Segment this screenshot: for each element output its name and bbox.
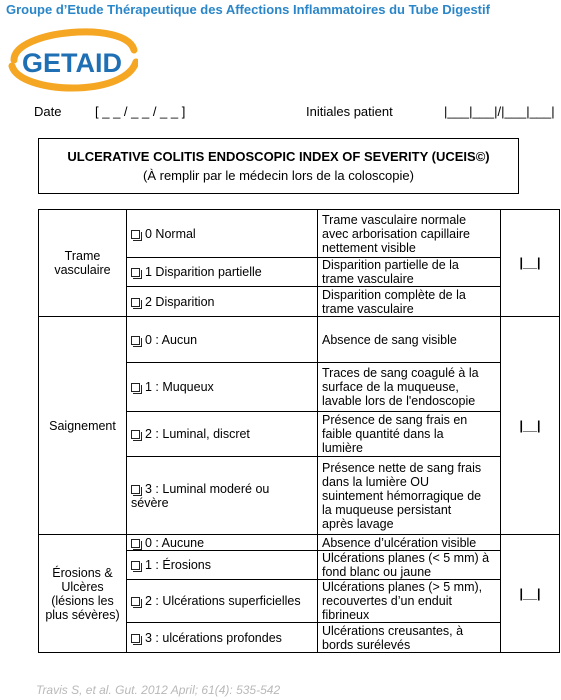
category-label: plus sévères) [45, 607, 120, 622]
description-cell [318, 210, 501, 258]
category-label: Érosions & [52, 565, 113, 580]
title-box [38, 138, 519, 194]
description-line: Ulcérations planes (< 5 mm) à [322, 551, 490, 565]
date-field[interactable]: [ _ _ / _ _ / _ _ ] [95, 104, 186, 119]
option-label: 2 : Ulcérations superficielles [145, 594, 301, 608]
description-line: la muqueuse persistant [322, 502, 452, 517]
category-label: (lésions les [51, 593, 114, 608]
description-line: Trame vasculaire normale [322, 212, 467, 227]
initials-field[interactable]: |___|___|/|___|___| [444, 104, 555, 119]
logo-text: GETAID [22, 48, 122, 78]
option-cell[interactable] [127, 580, 318, 623]
description-line: suintement hémorragique de [322, 488, 482, 503]
description-line: Disparition partielle de la [322, 258, 459, 272]
description-line: surface de la muqueuse, [322, 380, 459, 394]
option-label: 3 : Luminal moderé ou [145, 481, 270, 496]
checkbox-icon[interactable] [131, 268, 140, 277]
category-label: vasculaire [54, 263, 111, 277]
option-label: 3 : ulcérations profondes [145, 630, 282, 645]
description-cell [318, 287, 501, 317]
option-label: 2 Disparition [145, 294, 215, 309]
option-label: 2 : Luminal, discret [145, 427, 250, 441]
category-label: Saignement [49, 418, 116, 433]
description-line: trame vasculaire [322, 301, 414, 316]
table-row [39, 317, 560, 363]
description-line: Disparition complète de la [322, 287, 466, 302]
description-line: recouvertes d’un enduit [322, 594, 452, 608]
checkbox-icon[interactable] [131, 430, 140, 439]
description-cell [318, 580, 501, 623]
description-line: Ulcérations planes (> 5 mm), [322, 580, 483, 594]
description-cell [318, 623, 501, 653]
description-line: dans la lumière OU [322, 474, 429, 489]
citation: Travis S, et al. Gut. 2012 April; 61(4): 535-542 [36, 683, 281, 697]
category-cell [39, 535, 127, 653]
checkbox-icon[interactable] [131, 539, 140, 548]
option-label: 0 : Aucune [145, 535, 205, 550]
checkbox-icon[interactable] [131, 561, 140, 570]
score-field[interactable]: |__| [501, 535, 560, 653]
option-label: 0 Normal [145, 226, 196, 241]
description-line: lumière [322, 441, 363, 455]
score-field[interactable]: |__| [501, 317, 560, 535]
description-line: fond blanc ou jaune [322, 565, 432, 579]
category-label: Trame [64, 249, 101, 263]
option-cell[interactable] [127, 210, 318, 258]
option-label: 1 : Muqueux [145, 380, 214, 394]
description-line: lavable lors de l'endoscopie [322, 394, 476, 408]
checkbox-icon[interactable] [131, 485, 140, 494]
description-cell [318, 551, 501, 580]
option-cell[interactable] [127, 317, 318, 363]
description-line: fibrineux [322, 608, 370, 622]
category-cell [39, 210, 127, 317]
description-line: Présence nette de sang frais [322, 460, 482, 475]
description-line: Absence d’ulcération visible [322, 535, 477, 550]
description-cell [318, 258, 501, 287]
description-line: Présence de sang frais en [322, 413, 468, 427]
description-cell [318, 457, 501, 535]
table-row [39, 535, 560, 551]
checkbox-icon[interactable] [131, 634, 140, 643]
option-cell[interactable] [127, 535, 318, 551]
option-cell[interactable] [127, 623, 318, 653]
category-cell [39, 317, 127, 535]
form-subtitle: (À remplir par le médecin lors de la coloscopie) [143, 168, 414, 183]
description-line: trame vasculaire [322, 272, 414, 286]
score-field[interactable]: |__| [501, 210, 560, 317]
description-line: avec arborisation capillaire [322, 226, 470, 241]
checkbox-icon[interactable] [131, 383, 140, 392]
description-line: bords surélevés [322, 637, 411, 652]
table-row [39, 210, 560, 258]
description-line: faible quantité dans la [322, 427, 444, 441]
initials-label: Initiales patient [306, 104, 393, 119]
option-label: 1 : Érosions [145, 558, 212, 572]
description-line: Traces de sang coagulé à la [322, 366, 479, 380]
option-label: 0 : Aucun [145, 332, 198, 347]
description-line: après lavage [322, 516, 394, 531]
description-cell [318, 412, 501, 457]
uceis-table [38, 209, 560, 653]
option-label: 1 Disparition partielle [145, 265, 262, 279]
option-cell[interactable] [127, 551, 318, 580]
option-cell[interactable] [127, 287, 318, 317]
description-cell [318, 317, 501, 363]
option-cell[interactable] [127, 258, 318, 287]
option-cell[interactable] [127, 412, 318, 457]
checkbox-icon[interactable] [131, 336, 140, 345]
description-cell [318, 363, 501, 412]
option-label: sévère [131, 495, 169, 510]
checkbox-icon[interactable] [131, 597, 140, 606]
date-label: Date [34, 104, 62, 119]
getaid-logo [6, 22, 138, 94]
checkbox-icon[interactable] [131, 230, 140, 239]
description-line: nettement visible [322, 240, 416, 255]
description-line: Ulcérations creusantes, à [322, 623, 464, 638]
option-cell[interactable] [127, 457, 318, 535]
organization-name: Groupe d’Etude Thérapeutique des Affections Inflammatoires du Tube Digestif [6, 2, 490, 17]
option-cell[interactable] [127, 363, 318, 412]
description-line: Absence de sang visible [322, 332, 457, 347]
checkbox-icon[interactable] [131, 298, 140, 307]
category-label: Ulcères [61, 579, 104, 594]
form-title: ULCERATIVE COLITIS ENDOSCOPIC INDEX OF SEVERITY (UCEIS©) [67, 149, 490, 164]
description-cell [318, 535, 501, 551]
